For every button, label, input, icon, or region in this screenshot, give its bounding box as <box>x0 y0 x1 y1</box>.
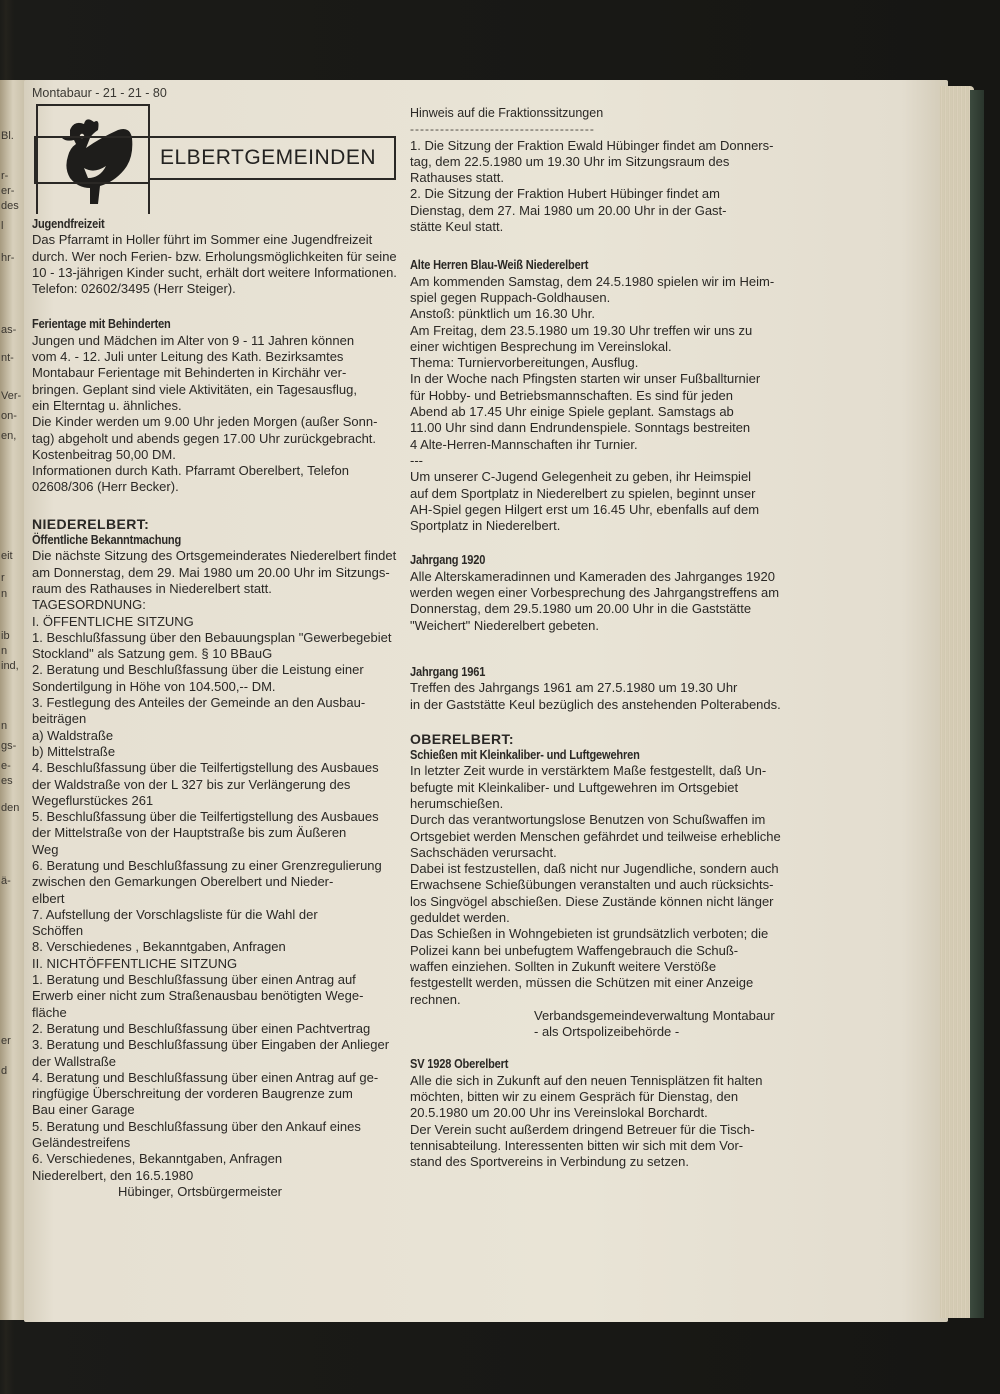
bekannt-line: Schöffen <box>32 923 84 939</box>
bekannt-line: Sondertilgung in Höhe von 104.500,-- DM. <box>32 678 276 694</box>
margin-fragment: nt- <box>1 352 14 364</box>
margin-fragment: es <box>1 775 13 787</box>
jugendfreizeit-text <box>32 232 404 297</box>
jugendfreizeit-heading: Jugendfreizeit <box>32 216 105 231</box>
bekannt-line: 1. Beschlußfassung über den Bebauungsplan "Gewerbegebiet <box>32 629 392 645</box>
bekannt-line: der Wallstraße <box>32 1053 117 1069</box>
j1961-line: Treffen des Jahrgangs 1961 am 27.5.1980 um 19.30 Uhr <box>410 680 738 696</box>
schiessen-heading: Schießen mit Kleinkaliber- und Luftgewehren <box>410 747 640 763</box>
bekannt-line: am Donnerstag, dem 29. Mai 1980 um 20.00 Uhr im Sitzungs- <box>32 564 390 580</box>
j1961-line: in der Gaststätte Keul bezüglich des anstehenden Polterabends. <box>410 696 781 712</box>
bekannt-line: b) Mittelstraße <box>32 743 116 759</box>
bekannt-line: Wegeflurstückes 261 <box>32 792 154 808</box>
section-title: ELBERTGEMEINDEN <box>148 136 396 180</box>
ferien-line: Kostenbeitrag 50,00 DM. <box>32 446 176 462</box>
jahrgang-1961-heading: Jahrgang 1961 <box>410 663 486 679</box>
jugend-line: durch. Wer noch Ferien- bzw. Erholungsmöglichkeiten für seine <box>32 248 397 264</box>
margin-fragment: eit <box>1 550 13 562</box>
schiessen-line: Durch das verantwortungslose Benutzen von Schußwaffen im <box>410 812 766 828</box>
fraktion-rule: ------------------------------------- <box>410 122 595 137</box>
ferientage-heading: Ferientage mit Behinderten <box>32 316 171 332</box>
bekannt-line: Bau einer Garage <box>32 1102 135 1118</box>
right-column <box>410 105 800 1171</box>
schiessen-line: Sachschäden verursacht. <box>410 844 557 860</box>
margin-fragment: er <box>1 1035 11 1047</box>
margin-fragment: d <box>1 1065 8 1077</box>
previous-page-edge <box>0 80 26 1320</box>
bekannt-line: zwischen den Gemarkungen Oberelbert und Nieder- <box>32 874 334 890</box>
schiessen-line: In letzter Zeit wurde in verstärktem Maße festgestellt, daß Un- <box>410 763 767 779</box>
schiessen-line: rechnen. <box>410 991 461 1007</box>
schiessen-line: befugte mit Kleinkaliber- und Luftgewehren im Ortsgebiet <box>410 779 739 795</box>
verw-line: Verbandsgemeindeverwaltung Montabaur <box>534 1007 775 1023</box>
bekannt-line: 7. Aufstellung der Vorschlagsliste für die Wahl der <box>32 906 318 922</box>
alte-line: In der Woche nach Pfingsten starten wir unser Fußballturnier <box>410 371 761 387</box>
sv-line: Der Verein sucht außerdem dringend Betreuer für die Tisch- <box>410 1121 755 1137</box>
margin-fragment: n <box>1 720 8 732</box>
margin-fragment: n <box>1 645 8 657</box>
alte-line: Um unserer C-Jugend Gelegenheit zu geben, ihr Heimspiel <box>410 469 752 485</box>
bekanntmachung-text <box>32 548 404 1184</box>
frakt-line: tag, dem 22.5.1980 um 19.30 Uhr im Sitzungsraum des <box>410 153 730 169</box>
margin-fragment: en, <box>1 430 17 442</box>
ferien-line: 02608/306 (Herr Becker). <box>32 479 179 495</box>
margin-fragment: Ver- <box>1 390 22 402</box>
niederelbert-heading: NIEDERELBERT: <box>32 515 150 532</box>
alte-line: auf dem Sportplatz in Niederelbert zu spielen, beginnt unser <box>410 485 756 501</box>
bekannt-line: TAGESORDNUNG: <box>32 597 146 613</box>
bekannt-line: a) Waldstraße <box>32 727 114 743</box>
ferien-line: Informationen durch Kath. Pfarramt Oberelbert, Telefon <box>32 463 349 479</box>
j1920-line: Donnerstag, dem 29.5.1980 um 20.00 Uhr in die Gaststätte <box>410 601 752 617</box>
margin-fragment: ä- <box>1 875 11 887</box>
bekannt-line: raum des Rathauses in Niederelbert statt. <box>32 580 272 596</box>
schiessen-line: Dabei ist festzustellen, daß nicht nur Jugendliche, sondern auch <box>410 861 779 877</box>
schiessen-line: Das Schießen in Wohngebieten ist grundsätzlich verboten; die <box>410 926 769 942</box>
ferien-line: Jungen und Mädchen im Alter von 9 - 11 Jahren können <box>32 332 355 348</box>
schiessen-line: Ortsgebiet werden Menschen gefährdet und teilweise erhebliche <box>410 828 781 844</box>
schiessen-text <box>410 763 800 1007</box>
bekanntmachung-heading: Öffentliche Bekanntmachung <box>32 532 182 548</box>
sv-line: Alle die sich in Zukunft auf den neuen Tennisplätzen fit halten <box>410 1072 763 1088</box>
bekannt-line: 5. Beratung und Beschlußfassung über den Ankauf eines <box>32 1118 361 1134</box>
jugend-line: Telefon: 02602/3495 (Herr Steiger). <box>32 281 236 297</box>
alte-line: für Hobby- und Betriebsmannschaften. Es sind für jeden <box>410 387 734 403</box>
fraktion-text <box>410 138 800 236</box>
margin-fragment: n <box>1 588 8 600</box>
bekannt-line: 4. Beschlußfassung über die Teilfertigstellung des Ausbaues <box>32 760 379 776</box>
running-head: Montabaur - 21 - 21 - 80 <box>32 86 167 100</box>
sv-line: stand des Sportvereins in Verbindung zu setzen. <box>410 1154 689 1170</box>
ferien-line: Die Kinder werden um 9.00 Uhr jeden Morgen (außer Sonn- <box>32 414 378 430</box>
bekannt-line: 8. Verschiedenes , Bekanntgaben, Anfragen <box>32 939 286 955</box>
j1920-line: Alle Alterskameradinnen und Kameraden des Jahrganges 1920 <box>410 568 775 584</box>
bekannt-line: 3. Beratung und Beschlußfassung über Eingaben der Anlieger <box>32 1037 390 1053</box>
jugend-line: Das Pfarramt in Holler führt im Sommer eine Jugendfreizeit <box>32 232 373 248</box>
bekannt-line: 5. Beschlußfassung über die Teilfertigstellung des Ausbaues <box>32 809 379 825</box>
margin-fragment: e- <box>1 760 11 772</box>
verwaltung-signature <box>410 1008 800 1041</box>
bekannt-line: 6. Beratung und Beschlußfassung zu einer Grenzregulierung <box>32 857 382 873</box>
ferien-line: ein Elterntag u. ähnliches. <box>32 397 182 413</box>
ferien-line: bringen. Geplant sind viele Aktivitäten, ein Tagesausflug, <box>32 381 357 397</box>
book-cover-edge <box>970 90 984 1318</box>
jahrgang-1961-text <box>410 680 800 713</box>
margin-fragment: er- <box>1 185 15 197</box>
bekannt-line: der Mittelstraße von der Hauptstraße bis zum Äußeren <box>32 825 347 841</box>
sv-1928-heading: SV 1928 Oberelbert <box>410 1056 509 1072</box>
jahrgang-1920-heading: Jahrgang 1920 <box>410 552 486 568</box>
margin-fragment: hr- <box>1 252 15 264</box>
bekannt-line: 6. Verschiedenes, Bekanntgaben, Anfragen <box>32 1151 283 1167</box>
j1920-line: werden wegen einer Vorbesprechung des Jahrgangstreffens am <box>410 585 780 601</box>
bekannt-line: Geländestreifens <box>32 1135 131 1151</box>
bekannt-line: 1. Beratung und Beschlußfassung über einen Antrag auf <box>32 972 356 988</box>
bekannt-line: elbert <box>32 890 65 906</box>
margin-fragment: ib <box>1 630 10 642</box>
bekannt-line: 2. Beratung und Beschlußfassung über einen Pachtvertrag <box>32 1020 371 1036</box>
margin-fragment: des <box>1 200 19 212</box>
bekannt-line: 2. Beratung und Beschlußfassung über die Leistung einer <box>32 662 364 678</box>
signature: Hübinger, Ortsbürgermeister <box>118 1183 283 1199</box>
margin-fragment: gs- <box>1 740 17 752</box>
margin-fragment: l <box>1 220 4 232</box>
bekannt-line: der Waldstraße von der L 327 bis zur Verlängerung des <box>32 776 351 792</box>
ferien-line: vom 4. - 12. Juli unter Leitung des Kath. Bezirksamtes <box>32 349 344 365</box>
j1920-line: "Weichert" Niederelbert gebeten. <box>410 617 599 633</box>
sv-line: möchten, bitten wir zu einem Gespräch für Dienstag, den <box>410 1089 739 1105</box>
fraktion-heading: Hinweis auf die Fraktionssitzungen <box>410 106 604 120</box>
schiessen-line: Polizei kann bei unbefugtem Waffengebrauch die Schuß- <box>410 942 739 958</box>
alte-line: Anstoß: pünktlich um 16.30 Uhr. <box>410 306 595 322</box>
sv-1928-text <box>410 1073 800 1171</box>
schiessen-line: geduldet werden. <box>410 910 510 926</box>
oberelbert-heading: OBERELBERT: <box>410 730 514 747</box>
frakt-line: stätte Keul statt. <box>410 219 504 235</box>
frakt-line: 2. Die Sitzung der Fraktion Hubert Hübinger findet am <box>410 186 720 202</box>
ferientage-text <box>32 333 404 496</box>
page-stack-edge <box>940 86 974 1318</box>
alte-line: Abend ab 17.45 Uhr einige Spiele geplant. Samstags ab <box>410 404 734 420</box>
schiessen-line: Erwachsene Schießübungen veranstalten und auch rücksichts- <box>410 877 774 893</box>
margin-fragment: as- <box>1 324 17 336</box>
bekannt-line: fläche <box>32 1004 67 1020</box>
alte-line: Sportplatz in Niederelbert. <box>410 518 561 534</box>
margin-fragment: r- <box>1 170 9 182</box>
schiessen-line: los Singvögel abschießen. Diese Zustände können nicht länger <box>410 893 774 909</box>
alte-herren-text <box>410 274 800 535</box>
sv-line: 20.5.1980 um 20.00 Uhr ins Vereinslokal Borchardt. <box>410 1105 708 1121</box>
margin-fragment: ind, <box>1 660 19 672</box>
bekannt-line: 4. Beratung und Beschlußfassung über einen Antrag auf ge- <box>32 1069 379 1085</box>
bekannt-line: beiträgen <box>32 711 87 727</box>
jahrgang-1920-text <box>410 569 800 634</box>
bekannt-line: Weg <box>32 841 59 857</box>
frakt-line: 1. Die Sitzung der Fraktion Ewald Hübinger findet am Donners- <box>410 137 774 153</box>
margin-fragment: r <box>1 572 5 584</box>
schiessen-line: waffen einziehen. Sollten in Zukunft weitere Verstöße <box>410 958 717 974</box>
ferien-line: Montabaur Ferientage mit Behinderten in Kirchähr ver- <box>32 365 347 381</box>
header-rule <box>34 136 148 184</box>
bekannt-line: 3. Festlegung des Anteiles der Gemeinde an den Ausbau- <box>32 695 366 711</box>
alte-line: Thema: Turniervorbereitungen, Ausflug. <box>410 355 639 371</box>
alte-line: --- <box>410 452 423 468</box>
alte-herren-heading: Alte Herren Blau-Weiß Niederelbert <box>410 257 589 273</box>
alte-line: 11.00 Uhr sind dann Endrundenspiele. Sonntags bestreiten <box>410 420 751 436</box>
bekannt-line: Die nächste Sitzung des Ortsgemeinderates Niederelbert findet <box>32 548 397 564</box>
sv-line: tennisabteilung. Interessenten bitten wir sich mit dem Vor- <box>410 1137 744 1153</box>
alte-line: Am kommenden Samstag, dem 24.5.1980 spielen wir im Heim- <box>410 273 775 289</box>
margin-fragment: Bl. <box>1 130 14 142</box>
alte-line: 4 Alte-Herren-Mannschaften ihr Turnier. <box>410 436 638 452</box>
bekannt-line: II. NICHTÖFFENTLICHE SITZUNG <box>32 955 238 971</box>
bekannt-line: I. ÖFFENTLICHE SITZUNG <box>32 613 194 629</box>
margin-fragment: den <box>1 802 20 814</box>
frakt-line: Dienstag, dem 27. Mai 1980 um 20.00 Uhr in der Gast- <box>410 202 727 218</box>
schiessen-line: festgestellt werden, müssen die Schützen mit einer Anzeige <box>410 975 754 991</box>
bekannt-line: Erwerb einer nicht zum Straßenausbau benötigten Wege- <box>32 988 364 1004</box>
alte-line: Am Freitag, dem 23.5.1980 um 19.30 Uhr treffen wir uns zu <box>410 322 753 338</box>
alte-line: einer wichtigen Besprechung im Vereinslokal. <box>410 338 672 354</box>
schiessen-line: herumschießen. <box>410 795 504 811</box>
bekannt-line: ringfügige Überschreitung der vorderen Baugrenze zum <box>32 1086 353 1102</box>
left-column <box>32 216 404 1200</box>
margin-fragment: on- <box>1 410 17 422</box>
alte-line: spiel gegen Ruppach-Goldhausen. <box>410 289 611 305</box>
verw-line: - als Ortspolizeibehörde - <box>534 1024 680 1040</box>
jugend-line: 10 - 13-jährigen Kinder sucht, erhält dort weitere Informationen. <box>32 264 397 280</box>
ferien-line: tag) abgeholt und abends gegen 17.00 Uhr zurückgebracht. <box>32 430 377 446</box>
alte-line: AH-Spiel gegen Hilgert erst um 16.45 Uhr, ebenfalls auf dem <box>410 501 760 517</box>
frakt-line: Rathauses statt. <box>410 170 504 186</box>
bekannt-line: Niederelbert, den 16.5.1980 <box>32 1167 194 1183</box>
bekannt-line: Stockland" als Satzung gem. § 10 BBauG <box>32 646 273 662</box>
